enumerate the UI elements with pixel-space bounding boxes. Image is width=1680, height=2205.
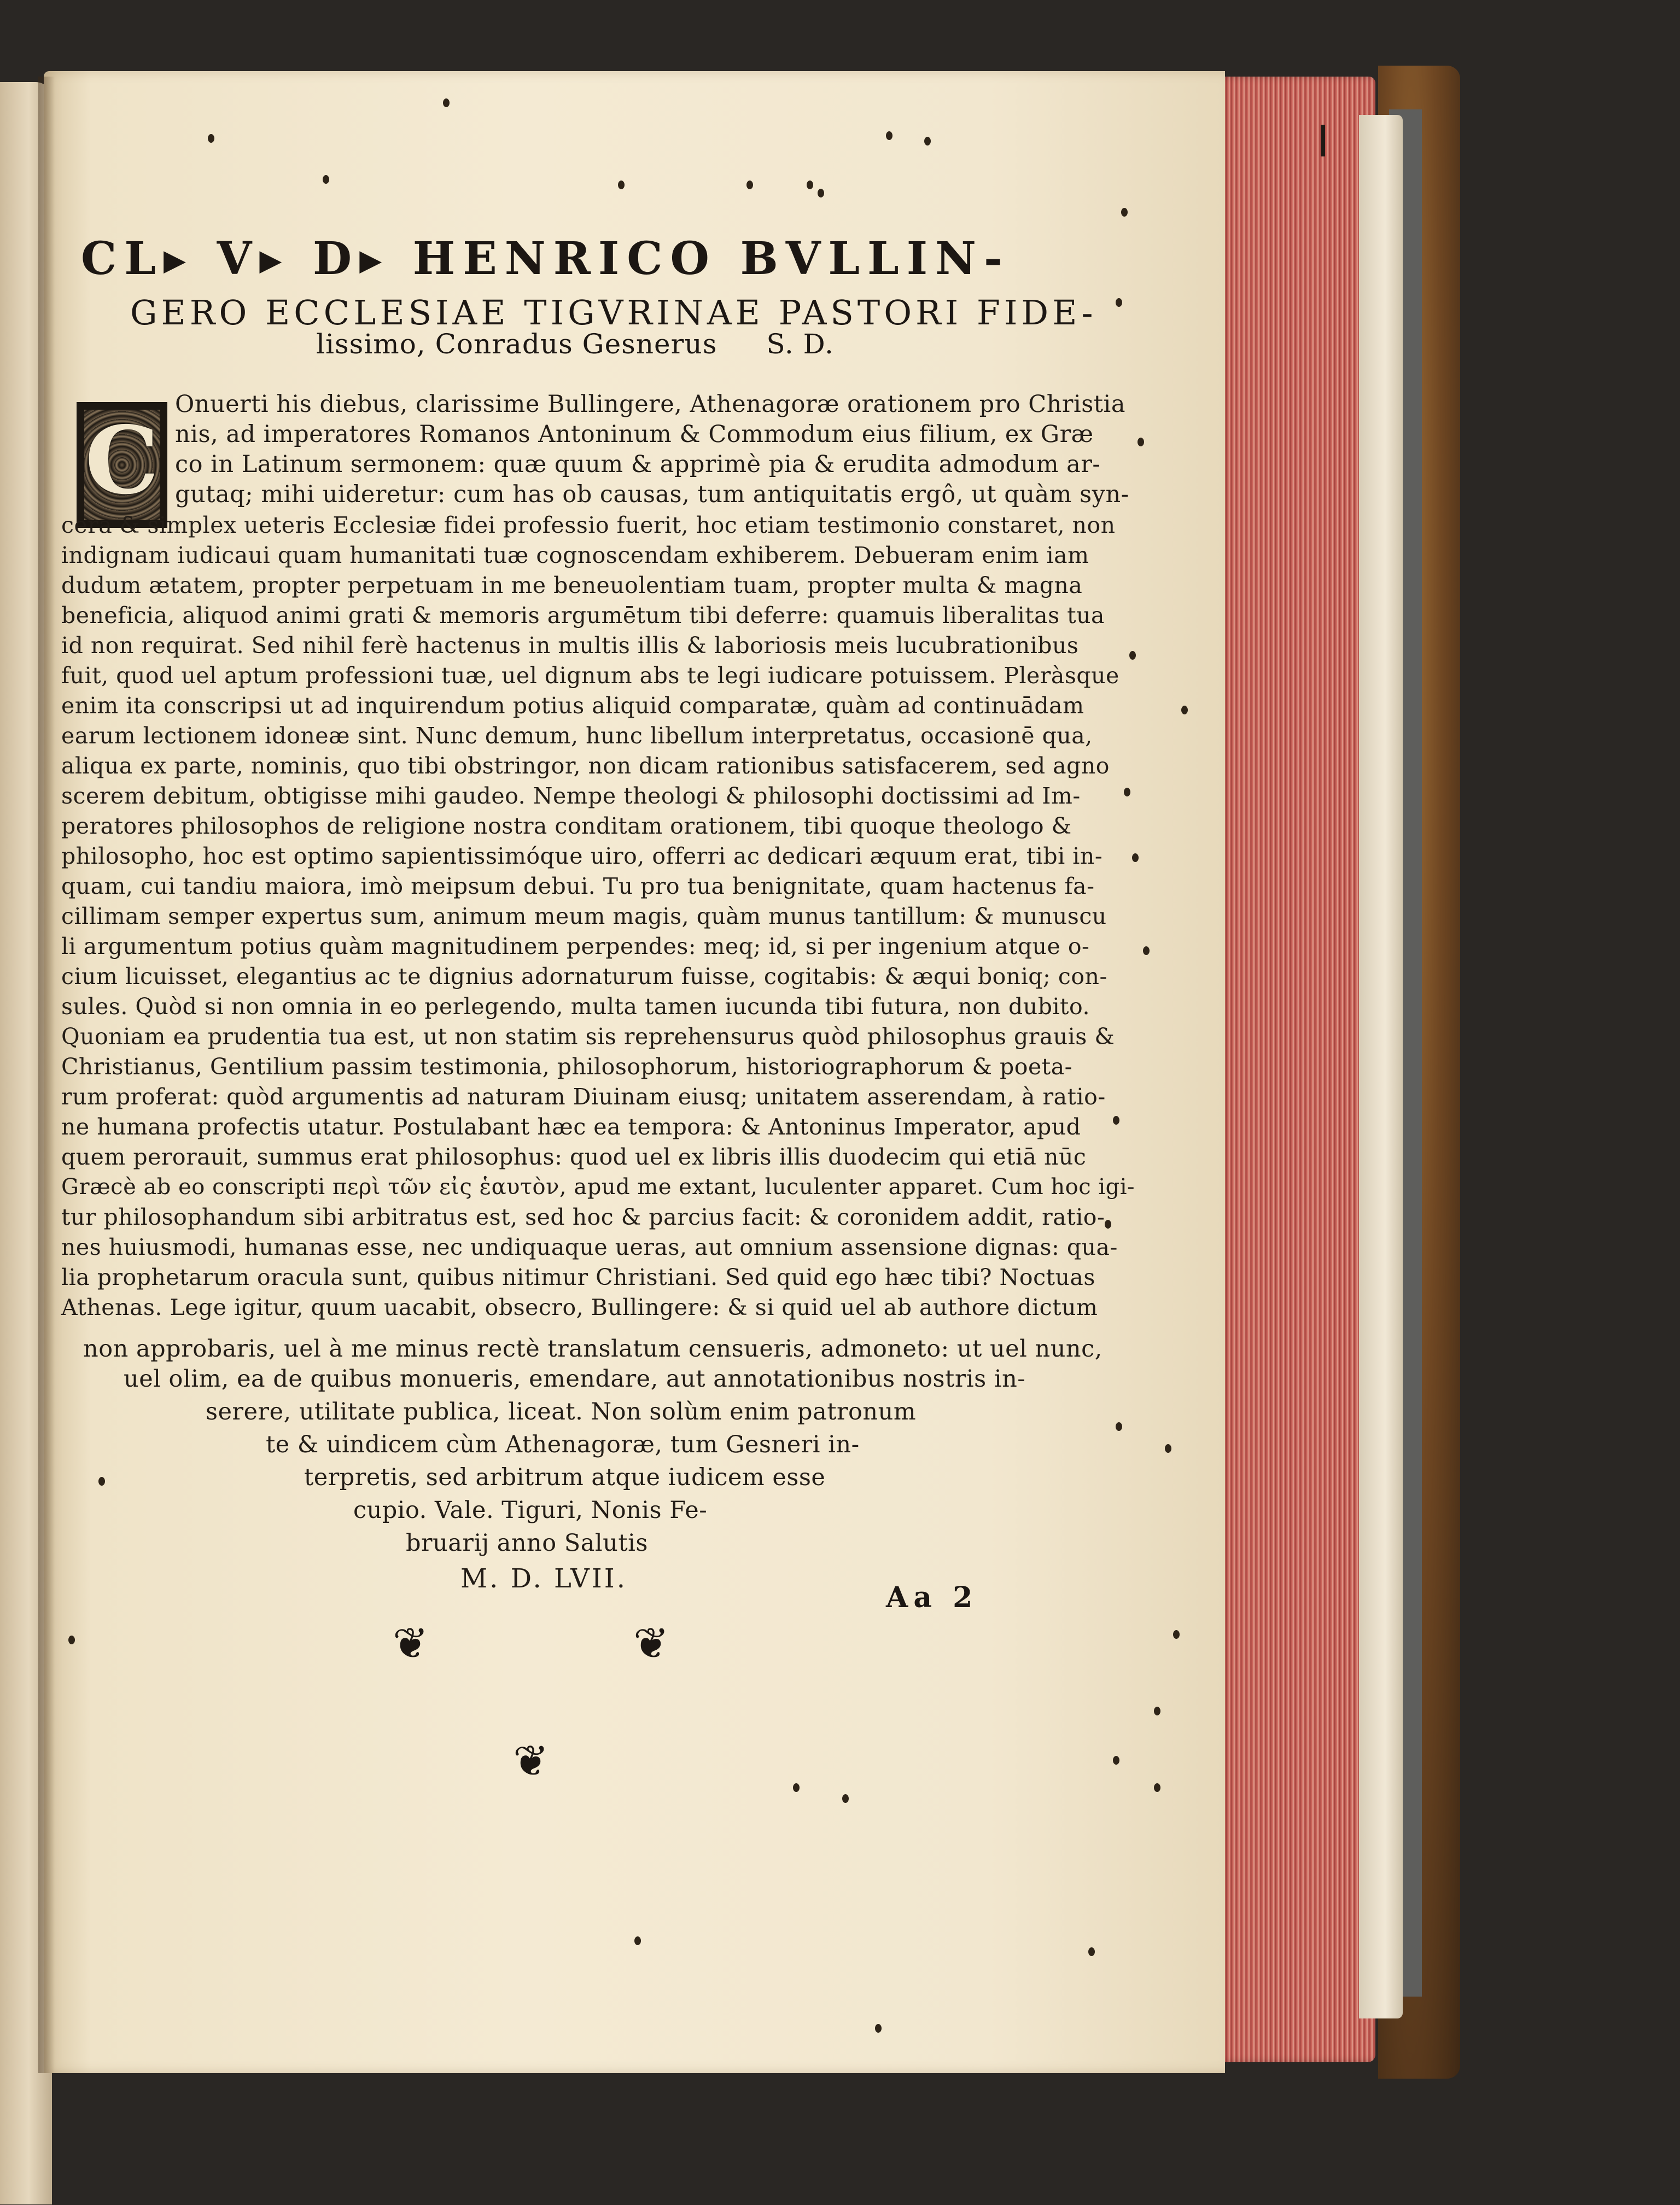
worm-hole [875, 2024, 882, 2033]
worm-hole [1132, 853, 1139, 862]
body-line: cillimam semper expertus sum, animum meum magis, quàm munus tantillum: & munuscu [61, 903, 1107, 929]
worm-hole [1116, 1422, 1122, 1431]
body-line: cupio. Vale. Tiguri, Nonis Fe- [353, 1497, 708, 1524]
edge-mark [1321, 125, 1325, 156]
worm-hole [1121, 208, 1128, 217]
fleuron-ornament: ❦ [513, 1737, 549, 1786]
body-line: li argumentum potius quàm magnitudinem perpendes: meq; id, si per ingenium atque o- [61, 933, 1090, 959]
body-line: non approbaris, uel à me minus rectè translatum censueris, admoneto: ut uel nunc, [83, 1335, 1102, 1363]
worm-hole [1088, 1947, 1095, 1956]
worm-hole [618, 181, 625, 189]
worm-hole [443, 98, 450, 107]
worm-hole [886, 131, 892, 140]
worm-hole [634, 1936, 641, 1945]
body-line: sules. Quòd si non omnia in eo perlegendo, multa tamen iucunda tibi futura, non dubito. [61, 993, 1090, 1020]
body-line: M. D. LVII. [460, 1563, 627, 1594]
body-line: ne humana profectis utatur. Postulabant hæc ea tempora: & Antoninus Imperator, apud [61, 1114, 1081, 1140]
fleuron-ornament: ❦ [633, 1619, 669, 1668]
body-line: scerem debitum, obtigisse mihi gaudeo. Nempe theologi & philosophi doctissimi ad Im- [61, 783, 1081, 809]
red-fore-edge [1217, 77, 1375, 2062]
fleuron-ornament: ❦ [393, 1619, 429, 1668]
page-block-edge [1359, 115, 1403, 2018]
dedication-heading-line-1: CL▸ V▸ D▸ HENRICO BVLLIN- [81, 232, 1011, 285]
worm-hole [1124, 788, 1130, 796]
body-line: peratores philosophos de religione nostra conditam orationem, tibi quoque theologo & [61, 813, 1072, 839]
body-line: dudum ætatem, propter perpetuam in me beneuolentiam tuam, propter multa & magna [61, 572, 1083, 598]
worm-hole [746, 181, 753, 189]
worm-hole [1138, 438, 1144, 446]
worm-hole [1181, 706, 1188, 714]
body-line: id non requirat. Sed nihil ferè hactenus in multis illis & laboriosis meis lucubrationibus [61, 632, 1079, 659]
worm-hole [807, 181, 813, 189]
worm-hole [1116, 298, 1122, 307]
worm-hole [1143, 946, 1150, 955]
dedication-heading-line-2: GERO ECCLESIAE TIGVRINAE PASTORI FIDE- [130, 293, 1097, 333]
body-line: co in Latinum sermonem: quæ quum & apprimè pia & erudita admodum ar- [175, 451, 1101, 478]
body-line: Athenas. Lege igitur, quum uacabit, obsecro, Bullingere: & si quid uel ab authore dictum [61, 1294, 1098, 1320]
body-line: cium licuisset, elegantius ac te dignius adornaturum fuisse, cogitabis: & æqui boniq; con- [61, 963, 1107, 990]
initial-letter: C [85, 406, 159, 515]
body-line: bruarij anno Salutis [406, 1529, 648, 1557]
body-line: enim ita conscripsi ut ad inquirendum potius aliquid comparatæ, quàm ad continuādam [61, 693, 1084, 719]
worm-hole [793, 1783, 800, 1792]
body-line: indignam iudicaui quam humanitati tuæ cognoscendam exhiberem. Debueram enim iam [61, 542, 1089, 568]
body-line: cera & simplex ueteris Ecclesiæ fidei professio fuerit, hoc etiam testimonio constaret, non [61, 512, 1116, 538]
body-line: serere, utilitate publica, liceat. Non solùm enim patronum [206, 1398, 917, 1426]
signature-mark: Aa 2 [886, 1581, 978, 1614]
worm-hole [208, 134, 214, 143]
worm-hole [1165, 1444, 1171, 1453]
body-line: beneficia, aliquod animi grati & memoris argumētum tibi deferre: quamuis liberalitas tua [61, 602, 1105, 629]
body-line: Græcè ab eo conscripti περὶ τῶν εἰς ἑαυτὸν, apud me extant, luculenter apparet. Cum hoc igi- [61, 1174, 1135, 1200]
body-line: nis, ad imperatores Romanos Antoninum & Commodum eius filium, ex Græ [175, 421, 1094, 448]
gutter-shadow [38, 77, 55, 2073]
body-line: Quoniam ea prudentia tua est, ut non statim sis reprehensurus quòd philosophus grauis & [61, 1023, 1115, 1050]
worm-hole [1105, 1220, 1111, 1229]
body-line: gutaq; mihi uideretur: cum has ob causas, tum antiquitatis ergô, ut quàm syn- [175, 481, 1129, 508]
worm-hole [924, 137, 931, 146]
worm-hole [1113, 1756, 1119, 1765]
body-line: quem perorauit, summus erat philosophus: quod uel ex libris illis duodecim qui etiā nūc [61, 1144, 1087, 1170]
worm-hole [98, 1477, 105, 1486]
salute-abbreviation: S. D. [766, 328, 834, 360]
body-line: quam, cui tandiu maiora, imò meipsum debui. Tu pro tua benignitate, quam hactenus fa- [61, 873, 1095, 899]
dedication-heading-line-3 [316, 328, 834, 360]
worm-hole [1154, 1783, 1160, 1792]
body-line: philosopho, hoc est optimo sapientissimóque uiro, offerri ac dedicari æquum erat, tibi in- [61, 843, 1103, 869]
worm-hole [1173, 1630, 1180, 1639]
worm-hole [1129, 651, 1136, 660]
worm-hole [842, 1794, 849, 1803]
body-line: fuit, quod uel aptum professioni tuæ, uel dignum abs te legi iudicare potuissem. Pleràsque [61, 662, 1119, 689]
worm-hole [1113, 1116, 1119, 1125]
worm-hole [818, 189, 824, 197]
decorated-initial [77, 402, 167, 528]
body-line: nes huiusmodi, humanas esse, nec undiquaque ueras, aut omnium assensione dignas: qua- [61, 1234, 1118, 1260]
author-name: lissimo, Conradus Gesnerus [316, 328, 718, 360]
body-line: lia prophetarum oracula sunt, quibus nitimur Christiani. Sed quid ego hæc tibi? Noctuas [61, 1264, 1095, 1290]
body-line: uel olim, ea de quibus monueris, emendare, aut annotationibus nostris in- [124, 1365, 1026, 1393]
body-line: aliqua ex parte, nominis, quo tibi obstringor, non dicam rationibus satisfacerem, sed agno [61, 753, 1110, 779]
worm-hole [1154, 1707, 1160, 1715]
worm-hole [68, 1636, 75, 1644]
body-line: tur philosophandum sibi arbitratus est, sed hoc & parcius facit: & coronidem addit, ratio- [61, 1204, 1105, 1230]
body-line: terpretis, sed arbitrum atque iudicem esse [304, 1464, 826, 1491]
body-line: Christianus, Gentilium passim testimonia, philosophorum, historiographorum & poeta- [61, 1054, 1073, 1080]
body-line: te & uindicem cùm Athenagoræ, tum Gesneri in- [266, 1431, 860, 1458]
body-line: Onuerti his diebus, clarissime Bullingere, Athenagoræ orationem pro Christia [175, 391, 1125, 418]
body-line: rum proferat: quòd argumentis ad naturam Diuinam eiusq; unitatem asserendam, à ratio- [61, 1084, 1106, 1110]
worm-hole [323, 175, 329, 184]
body-line: earum lectionem idoneæ sint. Nunc demum, hunc libellum interpretatus, occasionē qua, [61, 723, 1093, 749]
